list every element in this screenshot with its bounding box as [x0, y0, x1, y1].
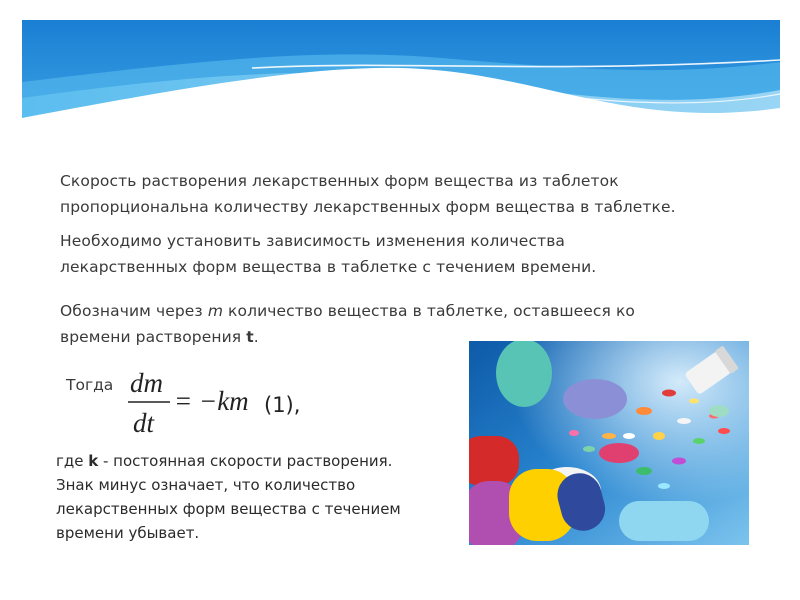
variable-m: m — [207, 302, 224, 320]
formula-numerator: dm — [130, 368, 163, 398]
paragraph-4 — [56, 449, 456, 545]
formula-rhs: = −km — [174, 386, 249, 416]
paragraph-4-line-2: Знак минус означает, что количество — [56, 476, 356, 494]
variable-t: t — [246, 328, 254, 346]
paragraph-1 — [60, 168, 760, 220]
paragraph-3-after: количество вещества в таблетке, оставшееся ко — [223, 302, 635, 320]
paragraph-2-line-2: лекарственных форм вещества в таблетке с течением времени. — [60, 258, 597, 276]
paragraph-4-line-1-before: где — [56, 452, 89, 470]
paragraph-3-before: Обозначим через — [60, 302, 208, 320]
formula-number: (1), — [264, 393, 301, 417]
paragraph-1-line-1: Скорость растворения лекарственных форм вещества из таблеток — [60, 172, 619, 190]
formula-intro: Тогда — [66, 376, 114, 394]
wave-banner — [22, 20, 780, 138]
paragraph-2 — [60, 228, 760, 280]
paragraph-2-line-1: Необходимо установить зависимость изменения количества — [60, 232, 566, 250]
paragraph-3-line-2-after: . — [253, 328, 259, 346]
paragraph-3-line-2-before: времени растворения — [60, 328, 247, 346]
paragraph-4-line-3: лекарственных форм вещества с течением — [56, 500, 401, 518]
pills-photo — [469, 341, 749, 545]
variable-k: k — [88, 452, 99, 470]
paragraph-4-line-1-after: - постоянная скорости растворения. — [98, 452, 393, 470]
formula — [124, 362, 314, 446]
paragraph-4-line-4: времени убывает. — [56, 524, 200, 542]
formula-denominator: dt — [133, 408, 155, 438]
paragraph-1-line-2: пропорциональна количеству лекарственных форм вещества в таблетке. — [60, 198, 676, 216]
